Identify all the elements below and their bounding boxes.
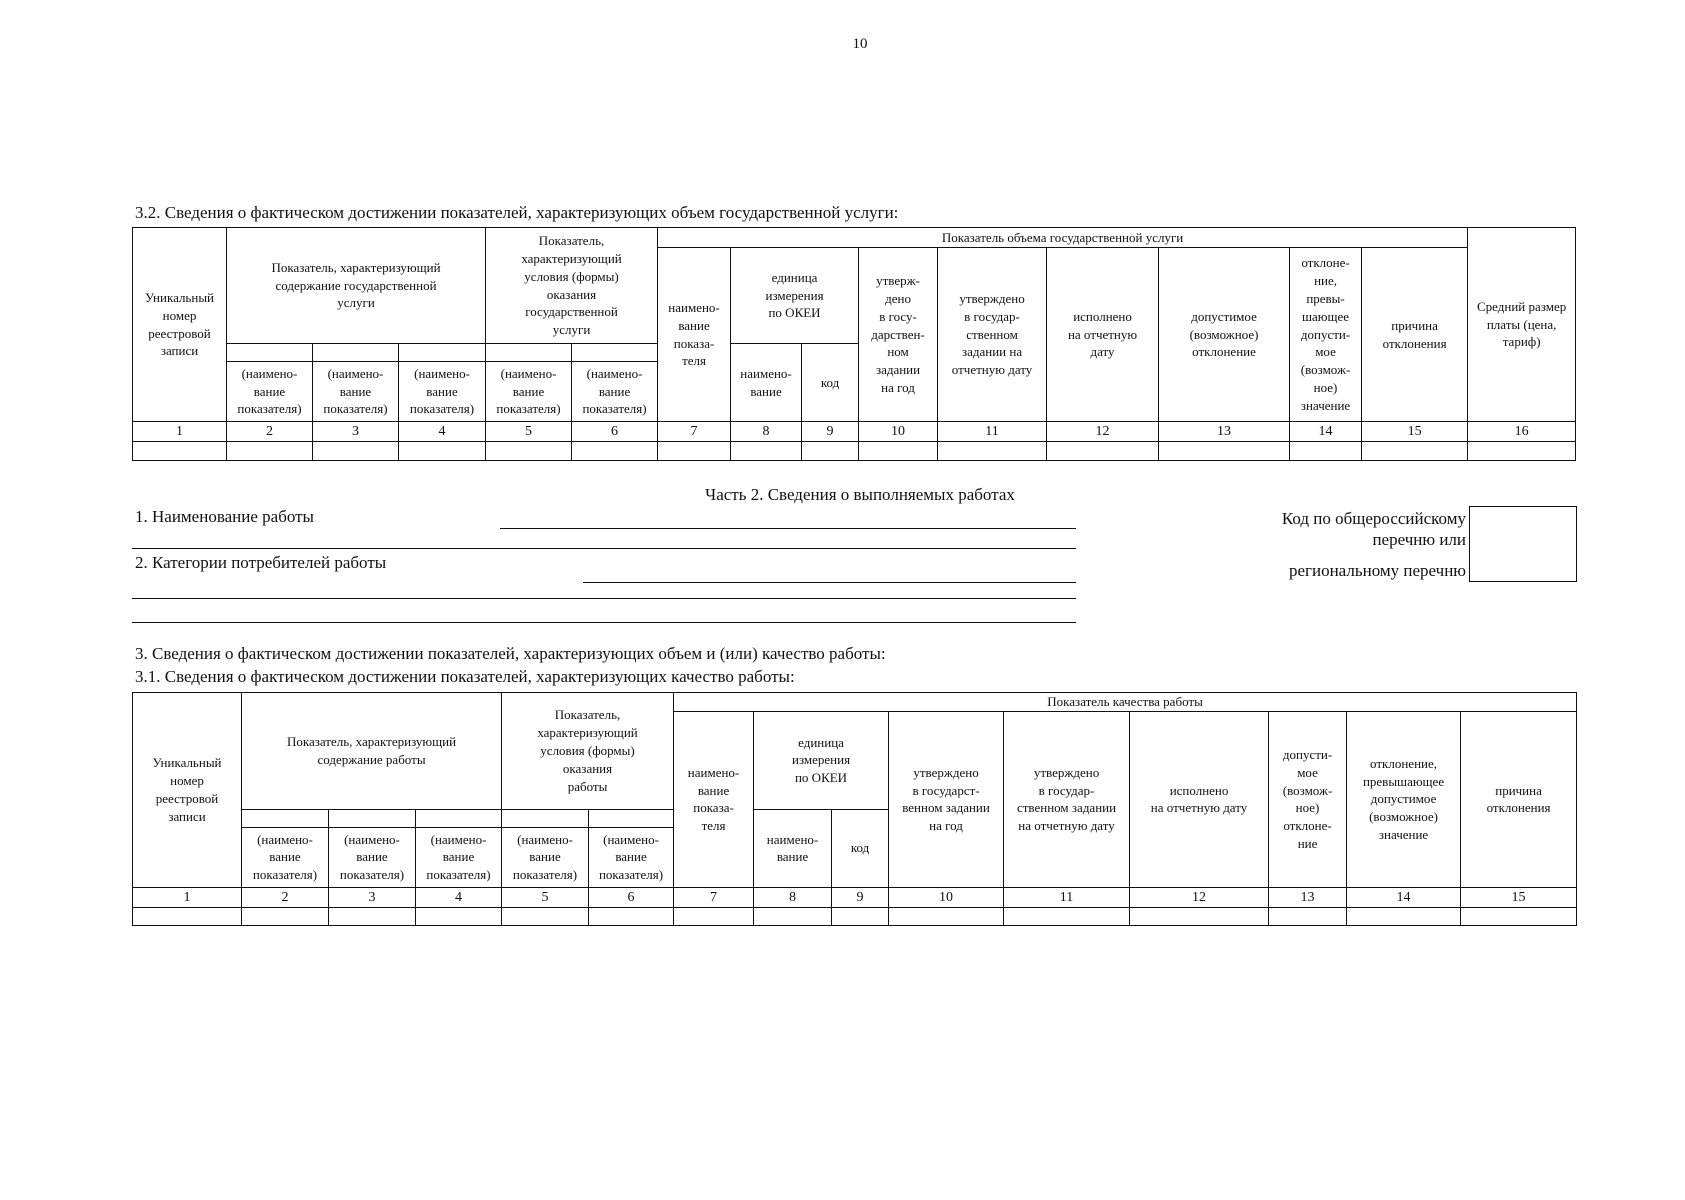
blank-cell (329, 809, 416, 827)
code-label-bottom: региональному перечню (1288, 561, 1466, 580)
blank-cell (589, 809, 674, 827)
header-deviation-reason: причина отклонения (1362, 248, 1468, 422)
section-3-1-caption: 3.1. Сведения о фактическом достижении показателей, характеризующих качество работы: (135, 667, 795, 686)
column-number: 3 (313, 422, 399, 442)
column-number: 14 (1290, 422, 1362, 442)
table-row-empty (133, 442, 1576, 461)
quality-table (132, 692, 1577, 926)
column-number: 8 (731, 422, 802, 442)
header-allowed-deviation: допустимое (возможное) отклонение (1159, 248, 1290, 422)
part-2-title: Часть 2. Сведения о выполняемых работах (705, 485, 1015, 504)
data-cell[interactable] (486, 442, 572, 461)
column-number: 7 (674, 887, 754, 907)
column-number: 15 (1362, 422, 1468, 442)
section-3-caption: 3. Сведения о фактическом достижении показателей, характеризующих объем и (или) качество работы: (135, 644, 886, 663)
column-number: 16 (1468, 422, 1576, 442)
data-cell[interactable] (1347, 908, 1461, 926)
blank-cell (313, 344, 399, 362)
column-number: 8 (754, 887, 832, 907)
header-sub-name: (наимено- вание показателя) (399, 362, 486, 422)
blank-cell (486, 344, 572, 362)
column-number: 14 (1347, 887, 1461, 907)
header-approved-year: утверждено в государст- венном задании на год (889, 711, 1004, 887)
column-number: 6 (589, 887, 674, 907)
header-quality-indicator: Показатель качества работы (674, 693, 1577, 712)
data-cell[interactable] (938, 442, 1047, 461)
blank-cell (416, 809, 502, 827)
consumers-label: 2. Категории потребителей работы (135, 553, 387, 572)
data-cell[interactable] (1468, 442, 1576, 461)
section-3-2-caption: 3.2. Сведения о фактическом достижении показателей, характеризующих объем государственной услуги: (135, 203, 899, 222)
data-cell[interactable] (399, 442, 486, 461)
header-unique-number: Уникальный номер реестровой записи (133, 228, 227, 422)
data-cell[interactable] (754, 908, 832, 926)
column-number: 12 (1130, 887, 1269, 907)
header-executed: исполнено на отчетную дату (1130, 711, 1269, 887)
data-cell[interactable] (416, 908, 502, 926)
data-cell[interactable] (227, 442, 313, 461)
column-number: 6 (572, 422, 658, 442)
data-cell[interactable] (329, 908, 416, 926)
header-sub-name: (наимено- вание показателя) (329, 827, 416, 887)
header-sub-name: (наимено- вание показателя) (227, 362, 313, 422)
header-sub-name: (наимено- вание показателя) (572, 362, 658, 422)
column-number: 10 (859, 422, 938, 442)
column-number: 5 (502, 887, 589, 907)
work-name-label: 1. Наименование работы (135, 507, 314, 526)
data-cell[interactable] (502, 908, 589, 926)
header-sub-name: (наимено- вание показателя) (589, 827, 674, 887)
data-cell[interactable] (1290, 442, 1362, 461)
header-exceeding-deviation: отклонение, превышающее допустимое (возможное) значение (1347, 711, 1461, 887)
column-number: 9 (802, 422, 859, 442)
header-approved-year: утверж- дено в госу- дарствен- ном задании на год (859, 248, 938, 422)
header-unit-okei: единица измерения по ОКЕИ (754, 711, 889, 809)
header-deviation-reason: причина отклонения (1461, 711, 1577, 887)
data-cell[interactable] (859, 442, 938, 461)
data-cell[interactable] (832, 908, 889, 926)
data-cell[interactable] (572, 442, 658, 461)
blank-cell (502, 809, 589, 827)
column-number: 11 (1004, 887, 1130, 907)
header-unique-number: Уникальный номер реестровой записи (133, 693, 242, 888)
column-number: 1 (133, 422, 227, 442)
work-name-line[interactable] (500, 528, 1076, 529)
column-number: 2 (227, 422, 313, 442)
header-indicator-name: наимено- вание показа- теля (658, 248, 731, 422)
column-number: 5 (486, 422, 572, 442)
header-sub-name: (наимено- вание показателя) (486, 362, 572, 422)
data-cell[interactable] (242, 908, 329, 926)
column-number: 10 (889, 887, 1004, 907)
data-cell[interactable] (589, 908, 674, 926)
blank-cell (399, 344, 486, 362)
header-volume-indicator: Показатель объема государственной услуги (658, 228, 1468, 248)
data-cell[interactable] (889, 908, 1004, 926)
header-executed: исполнено на отчетную дату (1047, 248, 1159, 422)
header-unit-okei: единица измерения по ОКЕИ (731, 248, 859, 344)
table-row-empty (133, 908, 1577, 926)
column-number: 3 (329, 887, 416, 907)
data-cell[interactable] (731, 442, 802, 461)
header-conditions-indicator: Показатель, характеризующий условия (формы) оказания работы (502, 693, 674, 810)
column-number: 4 (399, 422, 486, 442)
data-cell[interactable] (802, 442, 859, 461)
header-unit-code: код (802, 344, 859, 422)
header-indicator-name: наимено- вание показа- теля (674, 711, 754, 887)
data-cell[interactable] (674, 908, 754, 926)
data-cell[interactable] (133, 442, 227, 461)
data-cell[interactable] (1269, 908, 1347, 926)
header-sub-name: (наимено- вание показателя) (313, 362, 399, 422)
column-number: 2 (242, 887, 329, 907)
header-sub-name: (наимено- вание показателя) (502, 827, 589, 887)
header-unit-name: наимено- вание (731, 344, 802, 422)
column-number: 12 (1047, 422, 1159, 442)
data-cell[interactable] (1047, 442, 1159, 461)
consumers-line[interactable] (132, 622, 1076, 623)
data-cell[interactable] (313, 442, 399, 461)
header-unit-code: код (832, 809, 889, 887)
header-exceeding-deviation: отклоне- ние, превы- шающее допусти- мое (возмож- ное) значение (1290, 248, 1362, 422)
volume-table (132, 227, 1576, 461)
blank-cell (227, 344, 313, 362)
data-cell[interactable] (133, 908, 242, 926)
blank-cell (572, 344, 658, 362)
data-cell[interactable] (1159, 442, 1290, 461)
column-number: 9 (832, 887, 889, 907)
data-cell[interactable] (1362, 442, 1468, 461)
header-content-indicator: Показатель, характеризующий содержание государственной услуги (227, 228, 486, 344)
header-content-indicator: Показатель, характеризующий содержание работы (242, 693, 502, 810)
consumers-line[interactable] (583, 582, 1076, 583)
header-sub-name: (наимено- вание показателя) (416, 827, 502, 887)
column-number: 4 (416, 887, 502, 907)
header-average-fee: Средний размер платы (цена, тариф) (1468, 228, 1576, 422)
code-label-top: Код по общероссийскому перечню или (1281, 509, 1466, 549)
data-cell[interactable] (1004, 908, 1130, 926)
page-number: 10 (852, 36, 868, 52)
consumers-line[interactable] (132, 598, 1076, 599)
header-allowed-deviation: допусти- мое (возмож- ное) отклоне- ние (1269, 711, 1347, 887)
header-unit-name: наимено- вание (754, 809, 832, 887)
column-number: 7 (658, 422, 731, 442)
column-number: 13 (1159, 422, 1290, 442)
column-number: 13 (1269, 887, 1347, 907)
blank-cell (242, 809, 329, 827)
header-sub-name: (наимено- вание показателя) (242, 827, 329, 887)
registry-code-box[interactable] (1469, 506, 1577, 582)
header-approved-report-date: утверждено в государ- ственном задании на отчетную дату (1004, 711, 1130, 887)
header-approved-report-date: утверждено в государ- ственном задании на отчетную дату (938, 248, 1047, 422)
data-cell[interactable] (658, 442, 731, 461)
header-conditions-indicator: Показатель, характеризующий условия (формы) оказания государственной услуги (486, 228, 658, 344)
data-cell[interactable] (1461, 908, 1577, 926)
data-cell[interactable] (1130, 908, 1269, 926)
column-number: 15 (1461, 887, 1577, 907)
column-number: 1 (133, 887, 242, 907)
column-number: 11 (938, 422, 1047, 442)
work-name-line[interactable] (132, 548, 1076, 549)
